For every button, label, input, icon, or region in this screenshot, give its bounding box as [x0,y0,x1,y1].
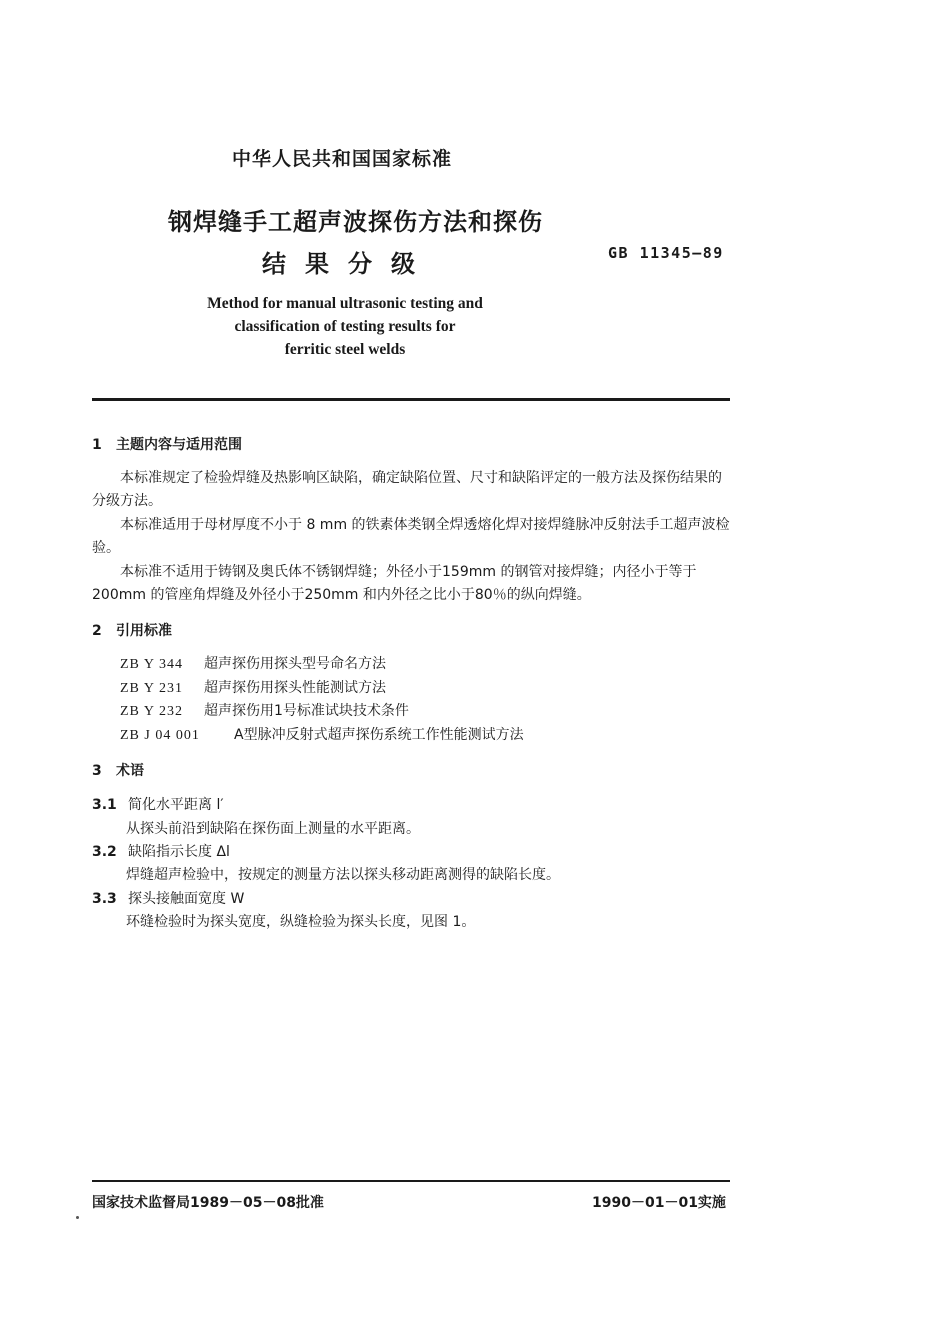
effective-date: 1990－01－01实施 [592,1195,726,1211]
section-1-paragraph-3: 本标准不适用于铸钢及奥氏体不锈钢焊缝；外径小于159mm 的钢管对接焊缝；内径小于等于200mm 的管座角焊缝及外径小于250mm 和内外径之比小于80％的纵向焊缝。 [92,564,697,603]
term-name: 探头接触面宽度 W [128,891,245,907]
term-number: 3.2 [92,844,117,860]
title-cn-line2: 结果分级 [262,250,434,278]
reference-row [120,677,386,697]
section-2-heading [92,620,172,640]
reference-code: ZB J 04 001 [120,728,200,743]
term-3-3-definition: 环缝检验时为探头宽度，纵缝检验为探头长度，见图 1。 [126,914,476,930]
reference-title: 超声探伤用探头性能测试方法 [204,680,386,696]
title-en-line3: ferritic steel welds [284,341,406,358]
reference-title: 超声探伤用1号标准试块技术条件 [204,703,409,719]
section-1-number: 1 [92,437,102,453]
term-3-1-definition: 从探头前沿到缺陷在探伤面上测量的水平距离。 [126,821,420,837]
reference-title: A型脉冲反射式超声探伤系统工作性能测试方法 [234,727,524,743]
term-3-3-heading [92,888,244,908]
title-en-line2: classification of testing results for [234,318,456,335]
reference-code: ZB Y 231 [120,681,183,696]
section-3-title: 术语 [116,763,144,779]
reference-code: ZB Y 344 [120,657,183,672]
term-3-1-heading [92,794,224,814]
term-3-2-heading [92,841,230,861]
term-3-2-definition: 焊缝超声检验中，按规定的测量方法以探头移动距离测得的缺陷长度。 [126,867,560,883]
reference-row [120,724,524,744]
title-en-line1: Method for manual ultrasonic testing and [207,295,483,312]
term-number: 3.1 [92,797,117,813]
reference-row [120,653,386,673]
section-1-paragraph-1: 本标准规定了检验焊缝及热影响区缺陷，确定缺陷位置、尺寸和缺陷评定的一般方法及探伤结果的分级方法。 [92,470,722,509]
title-cn-line1: 钢焊缝手工超声波探伤方法和探伤 [168,208,543,236]
standard-code: GB 11345—89 [608,244,724,262]
bottom-divider [92,1180,730,1182]
reference-code: ZB Y 232 [120,704,183,719]
scan-speck [76,1216,79,1219]
section-3-heading [92,760,144,780]
reference-row [120,700,409,720]
section-1-heading [92,434,242,454]
section-1-paragraph-2: 本标准适用于母材厚度不小于 8 mm 的铁素体类钢全焊透熔化焊对接焊缝脉冲反射法手工超声波检验。 [92,517,730,556]
section-2-title: 引用标准 [116,623,172,639]
section-3-number: 3 [92,763,102,779]
term-number: 3.3 [92,891,117,907]
section-2-number: 2 [92,623,102,639]
reference-title: 超声探伤用探头型号命名方法 [204,656,386,672]
title-en [180,292,510,361]
country-standard-heading: 中华人民共和国国家标准 [232,148,453,170]
top-divider [92,398,730,401]
term-name: 简化水平距离 l′ [128,797,224,813]
approval-date: 国家技术监督局1989－05－08批准 [92,1195,324,1211]
term-name: 缺陷指示长度 Δl [128,844,230,860]
section-1-title: 主题内容与适用范围 [116,437,242,453]
